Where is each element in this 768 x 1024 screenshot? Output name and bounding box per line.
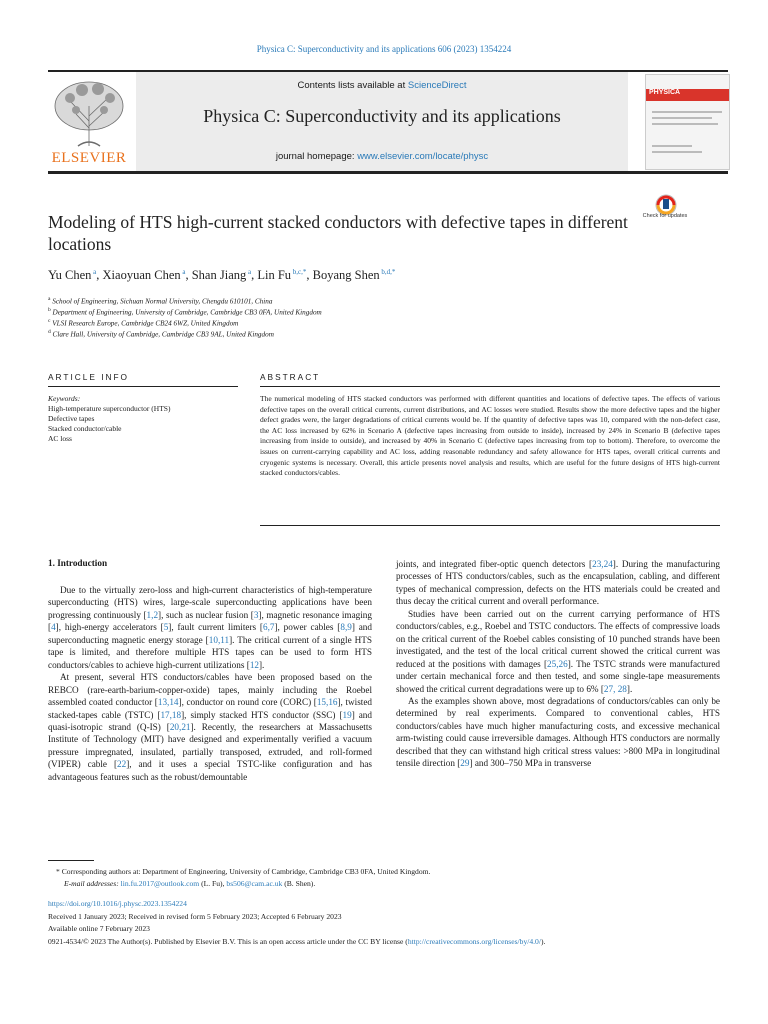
text-run: ]. The TSTC strands were manufactured under certain mechanical force and then tested, and some single-tape measurements showed the critical current degradations were up to 6% [ [396,658,720,694]
paragraph [396,608,720,695]
copyright: 0921-4534/© 2023 The Author(s). Published by Elsevier B.V. This is an open access article under the CC BY license (http://creativecommons.org/licenses/by/4.0/). [48,937,546,946]
affiliation: $^c$ VLSI Research Europe, Cambridge CB24 6WZ, United Kingdom [48,318,239,328]
citation-link[interactable]: 8,9 [340,622,352,633]
text-run: ], fault current limiters [ [168,622,263,633]
section-heading-introduction: 1. Introduction [48,558,108,568]
paragraph [48,671,372,783]
cover-line [652,111,722,113]
doi-link[interactable]: https://doi.org/10.1016/j.physc.2023.1354224 [48,899,187,908]
email-link[interactable]: lin.fu.2017@outlook.com [120,879,200,888]
citation-link[interactable]: 19 [342,709,352,720]
citation-link[interactable]: 1,2 [146,609,159,620]
contents-line [136,80,628,91]
left-column [48,584,372,783]
author[interactable]: , Boyang Shen $^{b,d,*}$ [306,268,396,283]
abstract-heading: ABSTRACT [260,372,321,382]
publisher-name: ELSEVIER [51,150,127,166]
email-link[interactable]: bs506@cam.ac.uk [226,879,283,888]
affiliation: $^b$ Department of Engineering, University of Cambridge, Cambridge CB3 0FA, United Kingdom [48,307,322,317]
text-run: ], simply stacked HTS conductor (SSC) [ [181,709,343,720]
text-run: Studies have been carried out on the current carrying performance of HTS conductors/cables, e.g., Roebel and TSTC conductors. The effects of compressive loads on the critical current of the Roebel cables consisting of 10 punched strands have been investigated, and the test of the local critical current showed the critical current was reduced at the positions with damages [ [396,608,720,669]
citation-link[interactable]: 25,26 [547,658,568,669]
text-run: ], high-energy accelerators [ [55,622,164,633]
keywords-label: Keywords: [48,394,81,403]
keyword: Stacked conductor/cable [48,424,122,433]
article-info-rule [48,386,238,387]
author[interactable]: , Shan Jiang $^a$ [185,268,252,283]
homepage-link[interactable]: www.elsevier.com/locate/physc [357,151,489,162]
citation-link[interactable]: 3 [253,609,259,620]
citation-link[interactable]: 12 [249,659,259,670]
paragraph [48,584,372,671]
text-run: As the examples shown above, most degradations of conductors/cables can only be determined by real experiments. Compared to conventional cables, HTS conductors/cables have much higher manufacturing costs, and excessive mechanical arm-twisting could cause irreversible damages. Although HTS conductors are normally described that they can withstand high critical stress values: >800 MPa in longitudinal tensile direction [ [396,695,720,769]
citation-link[interactable]: 27, 28 [603,683,627,694]
text-run: ], and it uses a special TSTC-like configuration and has advantageous features such as the robust/demountable [48,759,372,782]
citation-link[interactable]: 23,24 [592,559,613,569]
text-run: ], power cables [ [274,622,341,633]
sciencedirect-link[interactable]: ScienceDirect [407,80,467,91]
author[interactable]: , Xiaoyuan Chen $^a$ [96,268,186,283]
text-run: ]. [626,683,633,694]
text-run: ], twisted stacked-tapes cable (TSTC) [ [48,697,372,720]
right-column [396,558,720,770]
cover-line [652,151,702,153]
abstract-text: The numerical modeling of HTS stacked conductors was performed with different quantities and locations of defective tapes. The effects of various defective tapes on the overall critical currents, current distributions, and AC losses were studied. Results show the more defective tapes and the higher defect grades were, the larger degradations of critical currents would be. If the quantity of defective tapes was 10, compared with the non-defect case, the AC loss increased by 62% in Scenario A (defective tapes increasing from outside to inside), increased by 24% in Scenario B (defective tapes increasing from inside to outside), and increased by 40% in Scenario C (defective tapes increasing from top to bottom). Therefore, to overcome the issues on current-carrying capability and AC loss, adding reasonable redundancy and safety allowance for HTS tapes, overall critical currents and cryogenic systems is necessary. Overall, this article presents novel analysis and results, which are useful for the future designs of HTS high-current stacked conductors/cables. [260,394,720,478]
text-run: ] and superconducting magnetic energy storage [ [48,622,372,645]
text-run: ]. [259,659,265,670]
paragraph [396,558,720,608]
text-run: ]. The critical current of a single HTS tape is limited, and therefore multiple HTS tapes can be used to form HTS conductors/cables to achieve high-current utilizations [ [48,634,372,670]
text-run: ]. During the manufacturing processes of HTS conductors/cables, such as the encapsulation, cabling, and different types of mechanical compression, defects on the HTS materials could be created and thus decay the critical current and overall performance. [396,559,720,607]
running-head: Physica C: Superconductivity and its applications 606 (2023) 1354224 [256,44,512,54]
paper-title: Modeling of HTS high-current stacked conductors with defective tapes in different locations [48,212,628,254]
text-run: ] and quasi-isotropic strand (Q-IS) [ [48,709,372,732]
author[interactable]: , Lin Fu $^{b,c,*}$ [251,268,307,283]
homepage-prefix: journal homepage: [275,151,358,162]
abstract-end-rule [260,525,720,526]
citation-link[interactable]: 20,21 [169,721,191,732]
cover-line [652,145,692,147]
article-info-heading: ARTICLE INFO [48,372,130,382]
license-link[interactable]: http://creativecommons.org/licenses/by/4.0/ [407,937,541,946]
citation-link[interactable]: 13,14 [157,697,179,708]
affiliation: $^a$ School of Engineering, Sichuan Normal University, Chengdu 610101, China [48,296,273,306]
author-list [48,268,728,283]
citation-link[interactable]: 6,7 [263,622,275,633]
keyword: AC loss [48,434,72,443]
footnote-rule [48,860,94,861]
abstract-rule [260,386,720,387]
corresponding-author-note: * Corresponding authors at: Department of Engineering, University of Cambridge, Cambridge CB3 0FA, United Kingdom. [56,867,431,876]
citation-link[interactable]: 17,18 [160,709,182,720]
text-run: Due to the virtually zero-loss and high-current characteristics of high-temperature superconducting (HTS) wires, large-scale superconducting applications have been progressing continuously [ [48,585,372,620]
check-for-updates-label[interactable]: Check for updates [642,213,688,219]
homepage-line [136,151,628,162]
journal-cover-thumbnail [645,74,730,170]
affiliation: $^d$ Clare Hall, University of Cambridge, Cambridge CB3 9AL, United Kingdom [48,329,274,339]
text-run: ], magnetic resonance imaging [ [48,609,372,633]
cover-title: PHYSICA [649,89,681,96]
citation-link[interactable]: 15,16 [316,697,338,708]
citation-link[interactable]: 22 [117,759,127,770]
text-run: ]. Recently, the researchers at Massachusetts Institute of Technology (MIT) have designed and experimentally verified a vacuum pressure impregnated, insulated, partially transposed, extruded, and roll-formed (VIPER) cable [ [48,721,372,770]
citation-link[interactable]: 5 [163,622,169,633]
text-run: ] and 300–750 MPa in transverse [469,758,592,769]
keyword: Defective tapes [48,414,95,423]
banner-bottom-rule [48,171,728,174]
keyword: High-temperature superconductor (HTS) [48,404,171,413]
cover-line [652,123,718,125]
email-addresses: E-mail addresses: lin.fu.2017@outlook.com (L. Fu), bs506@cam.ac.uk (B. Shen). [64,879,316,888]
text-run: ], conductor on round core (CORC) [ [178,697,317,708]
keywords [48,394,228,444]
paragraph [396,695,720,770]
cover-line [652,117,712,119]
contents-prefix: Contents lists available at [297,80,408,91]
citation-link[interactable]: 10,11 [208,634,230,645]
text-run: joints, and integrated fiber-optic quench detectors [ [396,559,593,569]
text-run: At present, several HTS conductors/cables have been proposed based on the REBCO (rare-earth-barium-copper-oxide) tapes, mainly including the Roebel assembled coated conductor [ [48,672,372,708]
citation-link[interactable]: 4 [51,622,56,633]
journal-title: Physica C: Superconductivity and its applications [203,106,561,126]
author[interactable]: Yu Chen $^a$ [48,268,97,283]
citation-link[interactable]: 29 [460,758,470,769]
text-run: ], such as nuclear fusion [ [158,609,254,620]
available-online: Available online 7 February 2023 [48,924,150,933]
received-dates: Received 1 January 2023; Received in revised form 5 February 2023; Accepted 6 February 2023 [48,912,342,921]
